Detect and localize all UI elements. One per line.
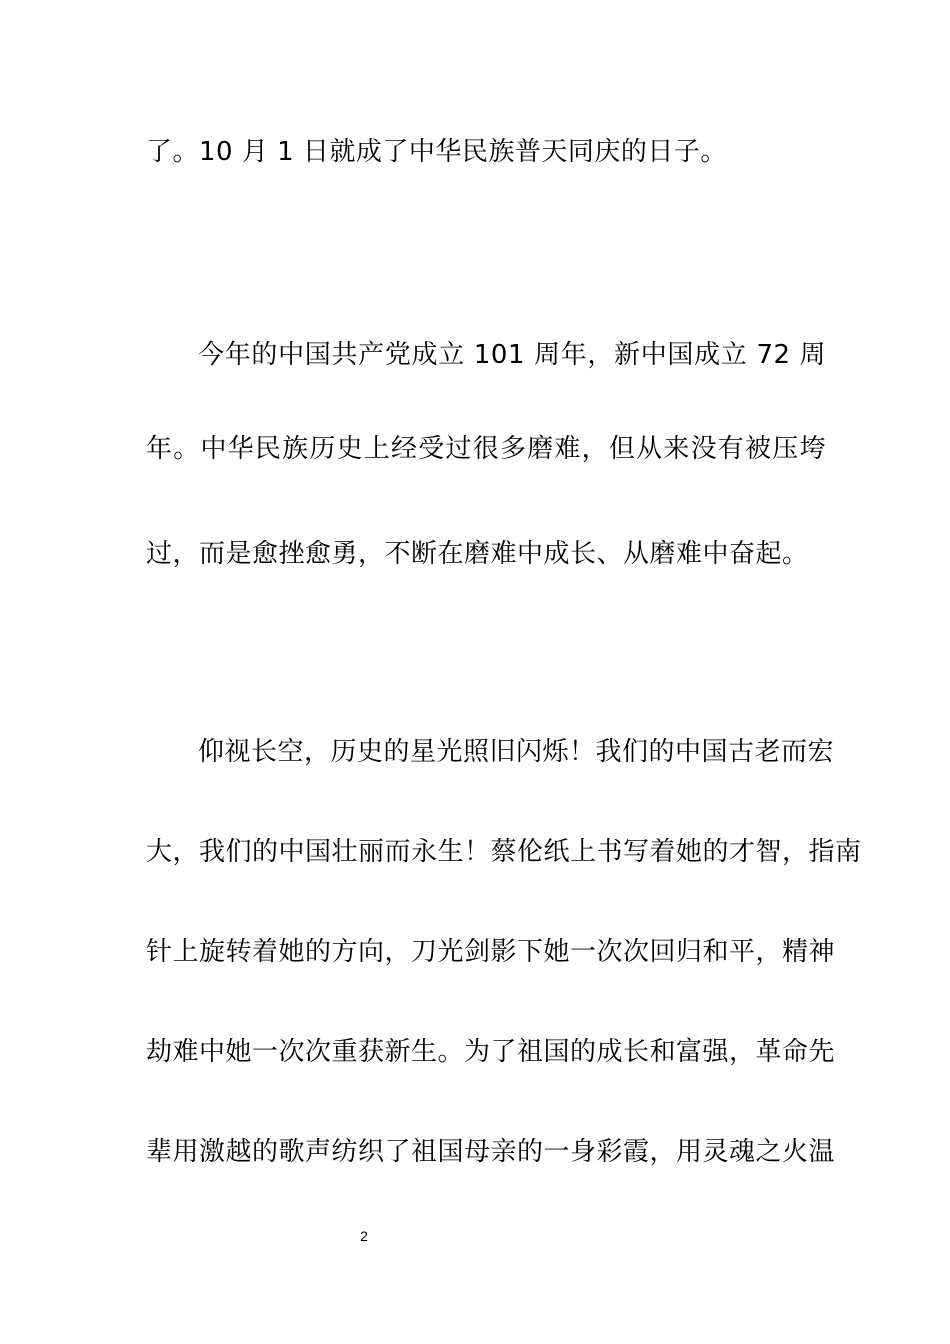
paragraph-3-line-2: 大，我们的中国壮丽而永生！蔡伦纸上书写着她的才智，指南 [146, 837, 862, 867]
paragraph-3-line-3: 针上旋转着她的方向，刀光剑影下她一次次回归和平，精神 [146, 937, 836, 967]
paragraph-2-line-3: 过，而是愈挫愈勇，不断在磨难中成长、从磨难中奋起。 [146, 539, 809, 569]
paragraph-2-line-1: 今年的中国共产党成立 101 周年，新中国成立 72 周 [198, 340, 826, 370]
paragraph-3-line-1: 仰视长空，历史的星光照旧闪烁！我们的中国古老而宏 [198, 737, 835, 767]
paragraph-2-line-2: 年。中华民族历史上经受过很多磨难，但从来没有被压垮 [146, 434, 826, 464]
paragraph-1-line-1: 了。10 月 1 日就成了中华民族普天同庆的日子。 [146, 137, 727, 167]
page-number: 2 [360, 1228, 368, 1244]
paragraph-3-line-5: 辈用激越的歌声纺织了祖国母亲的一身彩霞，用灵魂之火温 [146, 1137, 836, 1167]
paragraph-3-line-4: 劫难中她一次次重获新生。为了祖国的成长和富强，革命先 [146, 1037, 836, 1067]
